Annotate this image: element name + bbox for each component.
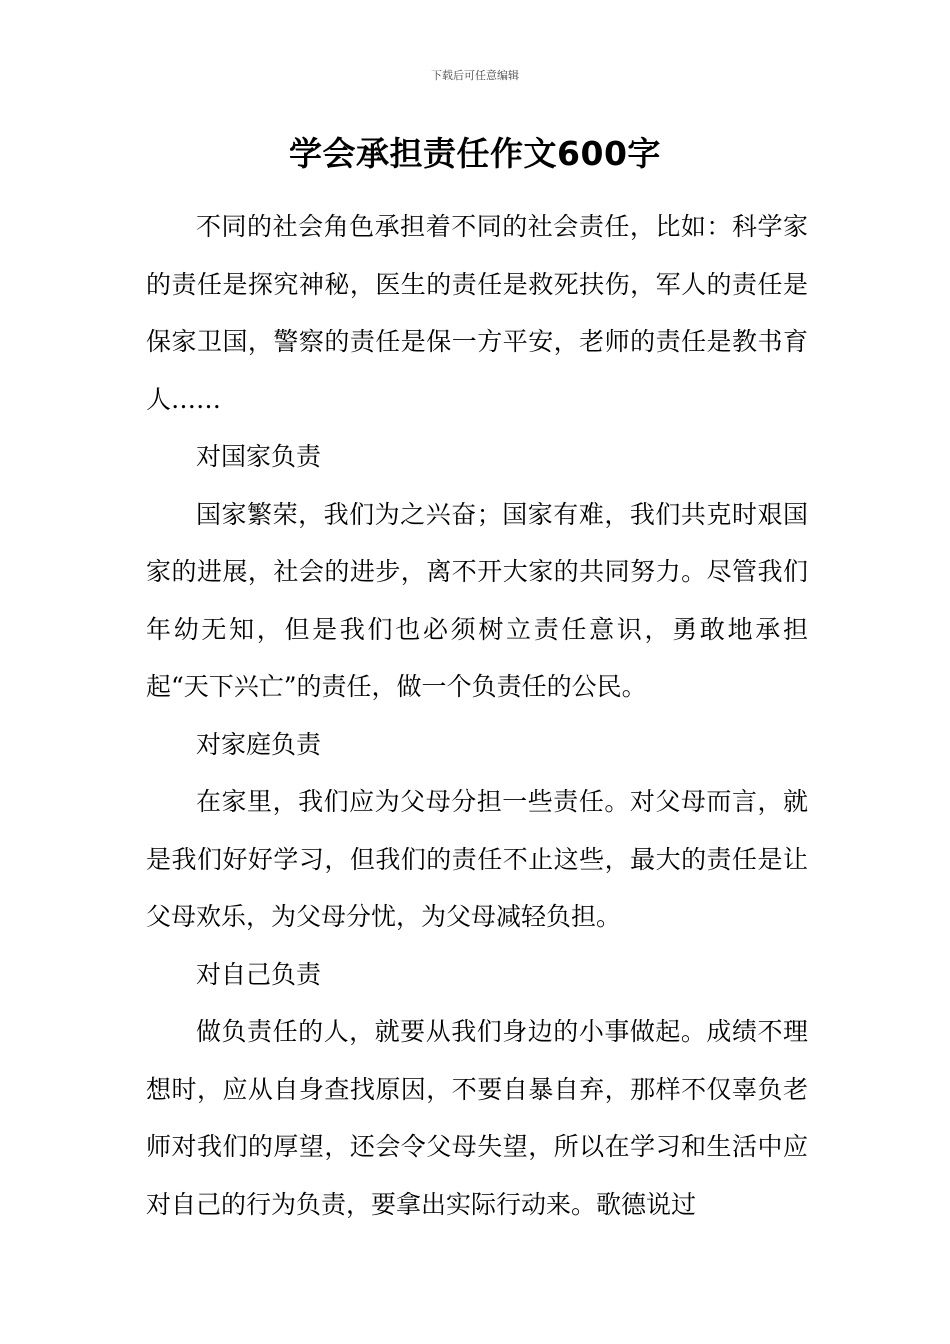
header-note: 下载后可任意编辑	[431, 69, 519, 82]
paragraph-family: 在家里，我们应为父母分担一些责任。对父母而言，就是我们好好学习，但我们的责任不止这些，最大的责任是让父母欢乐，为父母分忧，为父母减轻负担。	[146, 787, 808, 931]
section-heading-country: 对国家负责	[196, 442, 322, 471]
paragraph-country: 国家繁荣，我们为之兴奋；国家有难，我们共克时艰国家的进展，社会的进步，离不开大家的共同努力。尽管我们年幼无知，但是我们也必须树立责任意识，勇敢地承担起“天下兴亡”的责任，做一个负责任的公民。	[146, 499, 808, 701]
section-heading-family: 对家庭负责	[196, 729, 322, 759]
section-heading-self: 对自己负责	[196, 959, 322, 989]
document-body	[146, 198, 808, 1233]
document-title: 学会承担责任作文600字	[289, 134, 661, 173]
paragraph-intro: 不同的社会角色承担着不同的社会责任，比如：科学家的责任是探究神秘，医生的责任是救死扶伤，军人的责任是保家卫国，警察的责任是保一方平安，老师的责任是教书育人……	[146, 212, 808, 414]
paragraph-self: 做负责任的人，就要从我们身边的小事做起。成绩不理想时，应从自身查找原因，不要自暴自弃，那样不仅辜负老师对我们的厚望，还会令父母失望，所以在学习和生活中应对自己的行为负责，要拿出实际行动来。歌德说过	[146, 1017, 808, 1219]
